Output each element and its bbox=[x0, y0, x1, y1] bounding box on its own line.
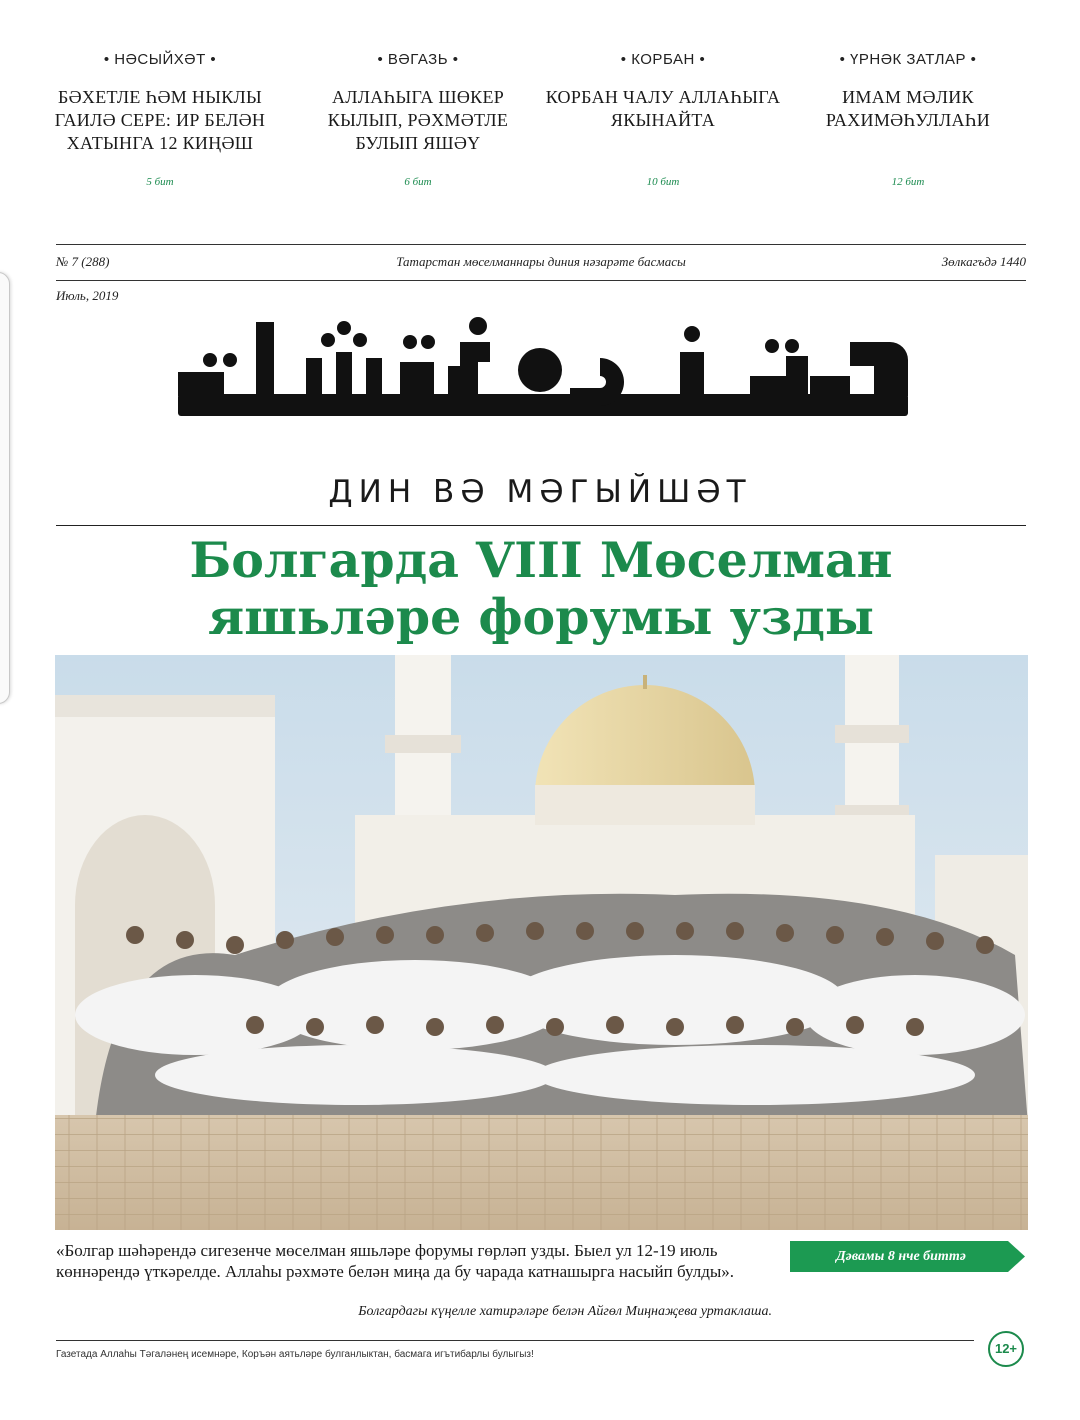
teaser-2[interactable] bbox=[298, 48, 538, 188]
teasers-row bbox=[40, 48, 1040, 208]
teaser-category: • КОРБАН • bbox=[620, 51, 706, 68]
mosque-group-photo-icon bbox=[55, 655, 1028, 1230]
hijri-date: Зөлкагъдә 1440 bbox=[941, 254, 1026, 269]
footer-note: Газетада Аллаһы Тәгаләнең исемнәре, Коръән аятьләре булганлыктан, басмага игътибарлы булыгыз! bbox=[56, 1349, 534, 1360]
teaser-page-ref: 6 бит bbox=[404, 176, 432, 188]
lead-paragraph: «Болгар шәһәрендә сигезенче мөселман яшьләре форумы гөрләп узды. Быел ул 12-19 июль көннәрендә үткәрелде. Аллаһы рәхмәте белән миңа да бу чарада катнашырга насыйп булды». bbox=[56, 1241, 735, 1281]
teaser-category: • ВӘГАЗЬ • bbox=[377, 51, 459, 68]
masthead-logo bbox=[160, 312, 920, 432]
teaser-1[interactable] bbox=[40, 48, 280, 188]
teaser-headline: БӘХЕТЛЕ ҺӘМ НЫКЛЫ ГАИЛӘ СЕРЕ: ИР БЕЛӘН ХАТЫНГА 12 КИҢӘШ bbox=[54, 87, 266, 153]
continue-label: Дәвамы 8 нче биттә bbox=[836, 1249, 966, 1264]
masthead-title: ДИН ВӘ МӘГЫЙШӘТ bbox=[328, 474, 752, 510]
masthead-calligraphy-icon bbox=[160, 312, 920, 432]
info-rule-top bbox=[56, 244, 1026, 245]
masthead-rule bbox=[56, 525, 1026, 526]
main-headline-line-2: яшьләре форумы узды bbox=[208, 588, 874, 646]
main-headline[interactable] bbox=[56, 532, 1026, 646]
issue-number: № 7 (288) bbox=[56, 254, 110, 269]
issue-date: Июль, 2019 bbox=[56, 288, 119, 303]
teaser-headline: АЛЛАҺЫГА ШӨКЕР КЫЛЫП, РӘХМӘТЛЕ БУЛЫП ЯШӘҮ bbox=[327, 87, 509, 153]
info-rule-bottom bbox=[56, 280, 1026, 281]
teaser-3[interactable] bbox=[543, 48, 783, 188]
teaser-category: • ҮРНӘК ЗАТЛАР • bbox=[839, 51, 977, 68]
main-headline-line-1: Болгарда VIII Мөселман bbox=[189, 531, 893, 589]
teaser-headline: ИМАМ МӘЛИК РАХИМӘҺУЛЛАҺИ bbox=[825, 87, 991, 130]
publisher: Татарстан мөселманнары диния нәзарәте басмасы bbox=[396, 254, 686, 269]
info-bar bbox=[56, 250, 1026, 274]
teaser-4[interactable] bbox=[788, 48, 1028, 188]
cover-photo[interactable] bbox=[55, 655, 1028, 1230]
teaser-page-ref: 10 бит bbox=[646, 176, 680, 188]
footer-rule bbox=[56, 1340, 974, 1341]
teaser-category: • НӘСЫЙХӘТ • bbox=[103, 51, 217, 68]
byline: Болгардагы күңелле хатирәләре белән Айгөл Миңнаҗева уртаклаша. bbox=[358, 1304, 772, 1319]
teaser-page-ref: 5 бит bbox=[146, 176, 174, 188]
age-rating-badge: 12+ bbox=[988, 1331, 1024, 1367]
teaser-page-ref: 12 бит bbox=[891, 176, 925, 188]
teaser-headline: КОРБАН ЧАЛУ АЛЛАҺЫГА ЯКЫНАЙТА bbox=[545, 87, 781, 130]
continue-on-page-button[interactable] bbox=[790, 1241, 1025, 1272]
